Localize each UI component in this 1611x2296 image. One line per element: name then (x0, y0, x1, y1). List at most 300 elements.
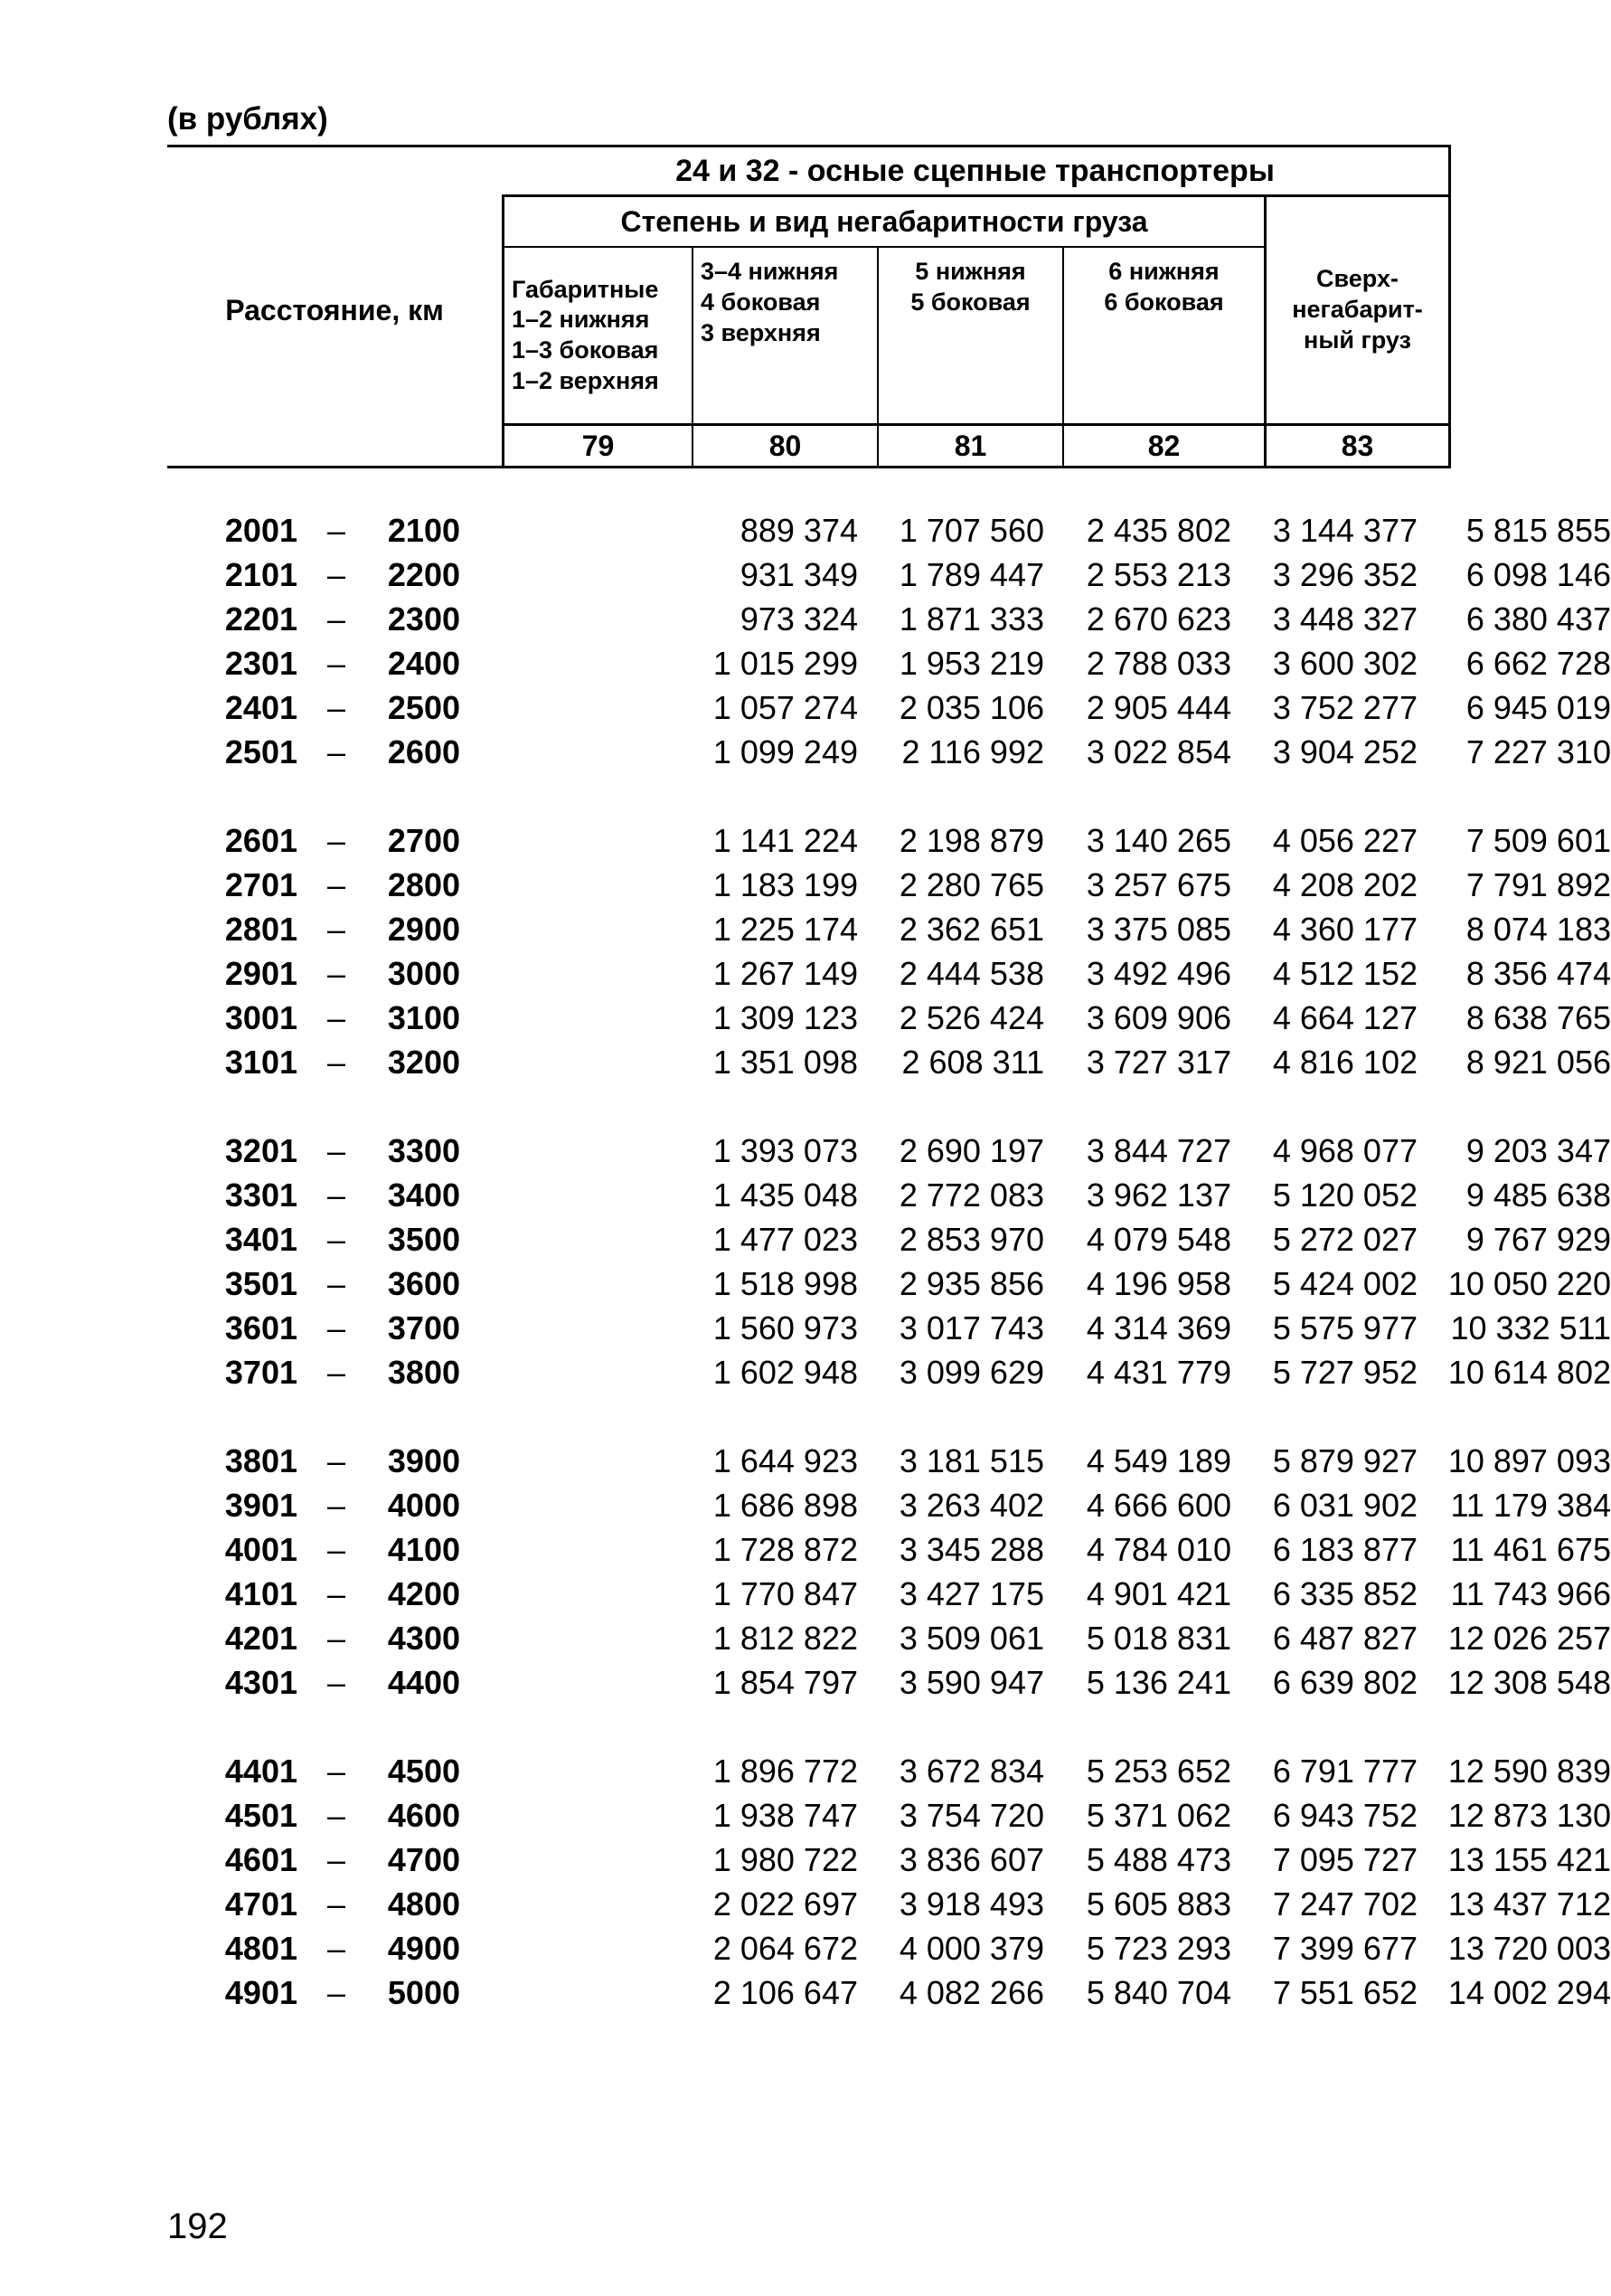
value-col-82: 7 551 652 (1272, 1974, 1418, 2011)
table-row (167, 1306, 1611, 1350)
value-col-83: 6 098 146 (1465, 556, 1611, 593)
value-col-81: 4 666 600 (1086, 1487, 1231, 1524)
distance-to: 4100 (387, 1531, 460, 1568)
table-row (167, 1217, 1611, 1261)
column-header-80 (693, 248, 870, 423)
value-col-82: 6 639 802 (1272, 1664, 1418, 1701)
value-col-82: 7 399 677 (1272, 1930, 1418, 1967)
distance-dash: – (326, 1531, 346, 1568)
table-row (167, 1749, 1611, 1793)
page-number: 192 (167, 2206, 228, 2246)
value-col-82: 4 968 077 (1272, 1132, 1418, 1169)
header-rule-top (167, 145, 1451, 147)
column-header-82 (1064, 248, 1264, 423)
distance-dash: – (326, 1575, 346, 1612)
distance-from: 2801 (224, 911, 297, 948)
value-col-79: 1 099 249 (712, 733, 858, 770)
value-col-79: 1 980 722 (712, 1841, 858, 1878)
value-col-82: 3 144 377 (1272, 512, 1418, 549)
column-83-line-2: негабарит- (1292, 296, 1423, 324)
distance-to: 4800 (387, 1885, 460, 1923)
value-col-79: 1 351 098 (712, 1044, 858, 1081)
distance-from: 3201 (224, 1132, 297, 1169)
distance-dash: – (326, 600, 346, 638)
value-col-80: 3 427 175 (899, 1575, 1044, 1612)
distance-to: 2200 (387, 556, 460, 593)
distance-from: 2901 (224, 955, 297, 992)
value-col-81: 5 605 883 (1086, 1885, 1231, 1923)
value-col-83: 6 662 728 (1465, 645, 1611, 682)
distance-to: 2100 (387, 512, 460, 549)
distance-from: 4801 (224, 1930, 297, 1967)
value-col-81: 2 553 213 (1086, 556, 1231, 593)
column-80-line-2: 4 боковая (701, 288, 821, 316)
value-col-83: 8 921 056 (1465, 1044, 1611, 1081)
table-row (167, 996, 1611, 1040)
column-79-line-1: Габаритные (512, 275, 659, 303)
distance-dash: – (326, 955, 346, 992)
value-col-80: 2 280 765 (899, 866, 1044, 903)
distance-from: 4601 (224, 1841, 297, 1878)
value-col-80: 1 871 333 (899, 600, 1044, 638)
value-col-82: 6 031 902 (1272, 1487, 1418, 1524)
value-col-80: 3 754 720 (899, 1797, 1044, 1834)
distance-dash: – (326, 1620, 346, 1657)
distance-from: 3101 (224, 1044, 297, 1081)
value-col-81: 4 549 189 (1086, 1442, 1231, 1479)
value-col-83: 12 590 839 (1447, 1753, 1611, 1790)
value-col-80: 3 263 402 (899, 1487, 1044, 1524)
value-col-81: 2 788 033 (1086, 645, 1231, 682)
value-col-82: 5 879 927 (1272, 1442, 1418, 1479)
value-col-79: 1 518 998 (712, 1265, 858, 1302)
table-row (167, 1616, 1611, 1660)
value-col-80: 1 707 560 (899, 512, 1044, 549)
value-col-83: 12 308 548 (1447, 1664, 1611, 1701)
column-82-line-2: 6 боковая (1104, 288, 1224, 316)
table-row (167, 1527, 1611, 1572)
distance-dash: – (326, 1176, 346, 1214)
column-number-83: 83 (1341, 430, 1374, 462)
column-header-79 (504, 248, 692, 423)
value-col-80: 4 000 379 (899, 1930, 1044, 1967)
value-col-82: 4 208 202 (1272, 866, 1418, 903)
value-col-83: 12 873 130 (1447, 1797, 1611, 1834)
value-col-82: 5 575 977 (1272, 1309, 1418, 1346)
value-col-81: 3 022 854 (1086, 733, 1231, 770)
distance-dash: – (326, 1309, 346, 1346)
distance-to: 3400 (387, 1176, 460, 1214)
value-col-79: 1 015 299 (712, 645, 858, 682)
distance-to: 2600 (387, 733, 460, 770)
value-col-83: 13 720 003 (1447, 1930, 1611, 1967)
table-row (167, 1350, 1611, 1394)
table-body (167, 508, 1611, 2015)
value-col-81: 4 079 548 (1086, 1221, 1231, 1258)
value-col-81: 4 431 779 (1086, 1354, 1231, 1391)
distance-to: 5000 (387, 1974, 460, 2011)
table-row (167, 1439, 1611, 1483)
value-col-81: 3 257 675 (1086, 866, 1231, 903)
distance-from: 2401 (224, 689, 297, 726)
value-col-82: 4 512 152 (1272, 955, 1418, 992)
distance-from: 2601 (224, 822, 297, 859)
value-col-80: 3 017 743 (899, 1309, 1044, 1346)
value-col-83: 12 026 257 (1447, 1620, 1611, 1657)
value-col-80: 1 953 219 (899, 645, 1044, 682)
value-col-83: 6 380 437 (1465, 600, 1611, 638)
column-79-line-4: 1–2 верхняя (512, 366, 659, 394)
value-col-79: 2 022 697 (712, 1885, 858, 1923)
distance-from: 3901 (224, 1487, 297, 1524)
value-col-81: 5 018 831 (1086, 1620, 1231, 1657)
value-col-81: 5 723 293 (1086, 1930, 1231, 1967)
distance-dash: – (326, 1265, 346, 1302)
distance-from: 3301 (224, 1176, 297, 1214)
table-row (167, 1129, 1611, 1173)
value-col-83: 6 945 019 (1465, 689, 1611, 726)
distance-from: 4701 (224, 1885, 297, 1923)
value-col-79: 1 602 948 (712, 1354, 858, 1391)
distance-from: 2001 (224, 512, 297, 549)
value-col-82: 6 487 827 (1272, 1620, 1418, 1657)
distance-to: 4500 (387, 1753, 460, 1790)
value-col-79: 1 938 747 (712, 1797, 858, 1834)
value-col-83: 9 485 638 (1465, 1176, 1611, 1214)
value-col-81: 3 844 727 (1086, 1132, 1231, 1169)
column-81-line-1: 5 нижняя (915, 258, 1026, 285)
distance-to: 3700 (387, 1309, 460, 1346)
value-col-79: 1 183 199 (712, 866, 858, 903)
value-col-79: 1 435 048 (712, 1176, 858, 1214)
distance-dash: – (326, 1841, 346, 1878)
value-col-80: 2 526 424 (899, 999, 1044, 1036)
value-col-82: 7 095 727 (1272, 1841, 1418, 1878)
value-col-82: 4 056 227 (1272, 822, 1418, 859)
value-col-82: 5 272 027 (1272, 1221, 1418, 1258)
table-row (167, 818, 1611, 863)
distance-to: 3800 (387, 1354, 460, 1391)
column-header-83 (1267, 197, 1448, 423)
degree-title: Степень и вид негабаритности груза (620, 205, 1148, 238)
value-col-83: 11 179 384 (1450, 1487, 1611, 1524)
value-col-79: 1 896 772 (712, 1753, 858, 1790)
header-vrule-5 (1448, 145, 1451, 466)
distance-dash: – (326, 1930, 346, 1967)
value-col-79: 1 309 123 (712, 999, 858, 1036)
distance-dash: – (326, 1487, 346, 1524)
value-col-79: 1 393 073 (712, 1132, 858, 1169)
distance-from: 4201 (224, 1620, 297, 1657)
distance-dash: – (326, 999, 346, 1036)
value-col-82: 4 816 102 (1272, 1044, 1418, 1081)
distance-dash: – (326, 1753, 346, 1790)
column-number-80: 80 (768, 430, 802, 462)
column-number-82: 82 (1147, 430, 1181, 462)
value-col-80: 3 181 515 (899, 1442, 1044, 1479)
value-col-83: 9 203 347 (1465, 1132, 1611, 1169)
distance-from: 3401 (224, 1221, 297, 1258)
value-col-80: 1 789 447 (899, 556, 1044, 593)
distance-from: 2101 (224, 556, 297, 593)
distance-to: 4400 (387, 1664, 460, 1701)
value-col-79: 1 728 872 (712, 1531, 858, 1568)
column-79-line-3: 1–3 боковая (512, 336, 659, 364)
table-row (167, 863, 1611, 907)
value-col-80: 2 444 538 (899, 955, 1044, 992)
value-col-81: 4 784 010 (1086, 1531, 1231, 1568)
table-header (167, 145, 1451, 470)
value-col-83: 7 509 601 (1465, 822, 1611, 859)
distance-to: 2400 (387, 645, 460, 682)
distance-to: 2500 (387, 689, 460, 726)
value-col-82: 5 424 002 (1272, 1265, 1418, 1302)
column-79-line-2: 1–2 нижняя (512, 306, 650, 334)
table-row (167, 1882, 1611, 1926)
value-col-83: 8 356 474 (1465, 955, 1611, 992)
value-col-83: 10 614 802 (1447, 1354, 1611, 1391)
value-col-79: 2 106 647 (712, 1974, 858, 2011)
distance-from: 2701 (224, 866, 297, 903)
value-col-82: 6 791 777 (1272, 1753, 1418, 1790)
distance-dash: – (326, 1132, 346, 1169)
distance-from: 2501 (224, 733, 297, 770)
value-col-80: 2 935 856 (899, 1265, 1044, 1302)
distance-to: 2900 (387, 911, 460, 948)
unit-note: (в рублях) (167, 101, 328, 137)
distance-dash: – (326, 1044, 346, 1081)
distance-to: 4300 (387, 1620, 460, 1657)
table-row (167, 1793, 1611, 1838)
distance-to: 2800 (387, 866, 460, 903)
value-col-81: 2 435 802 (1086, 512, 1231, 549)
value-col-80: 3 345 288 (899, 1531, 1044, 1568)
distance-dash: – (326, 1797, 346, 1834)
value-col-80: 2 853 970 (899, 1221, 1044, 1258)
header-rule-bottom (167, 466, 1451, 468)
value-col-80: 4 082 266 (899, 1974, 1044, 2011)
table-row (167, 1970, 1611, 2015)
column-80-line-1: 3–4 нижняя (701, 258, 839, 285)
distance-to: 3100 (387, 999, 460, 1036)
value-col-83: 14 002 294 (1447, 1974, 1611, 2011)
distance-to: 2300 (387, 600, 460, 638)
distance-from: 2201 (224, 600, 297, 638)
value-col-81: 2 670 623 (1086, 600, 1231, 638)
value-col-83: 5 815 855 (1465, 512, 1611, 549)
value-col-81: 2 905 444 (1086, 689, 1231, 726)
distance-dash: – (326, 689, 346, 726)
value-col-81: 5 488 473 (1086, 1841, 1231, 1878)
value-col-80: 2 035 106 (899, 689, 1044, 726)
table-row (167, 1261, 1611, 1306)
value-col-81: 4 196 958 (1086, 1265, 1231, 1302)
table-row (167, 1483, 1611, 1527)
value-col-79: 1 644 923 (712, 1442, 858, 1479)
distance-dash: – (326, 1442, 346, 1479)
value-col-83: 11 743 966 (1450, 1575, 1611, 1612)
value-col-83: 11 461 675 (1450, 1531, 1611, 1568)
distance-dash: – (326, 1221, 346, 1258)
table-row (167, 1040, 1611, 1084)
distance-to: 3000 (387, 955, 460, 992)
distance-dash: – (326, 1664, 346, 1701)
value-col-81: 5 253 652 (1086, 1753, 1231, 1790)
distance-from: 4001 (224, 1531, 297, 1568)
value-col-82: 3 600 302 (1272, 645, 1418, 682)
value-col-82: 3 296 352 (1272, 556, 1418, 593)
value-col-80: 2 772 083 (899, 1176, 1044, 1214)
distance-to: 4000 (387, 1487, 460, 1524)
value-col-83: 10 050 220 (1447, 1265, 1611, 1302)
value-col-79: 1 267 149 (712, 955, 858, 992)
distance-from: 3001 (224, 999, 297, 1036)
column-80-line-3: 3 верхняя (701, 318, 821, 346)
distance-to: 4600 (387, 1797, 460, 1834)
distance-from: 3701 (224, 1354, 297, 1391)
distance-dash: – (326, 822, 346, 859)
value-col-82: 6 943 752 (1272, 1797, 1418, 1834)
value-col-82: 4 360 177 (1272, 911, 1418, 948)
value-col-79: 1 686 898 (712, 1487, 858, 1524)
distance-from: 3801 (224, 1442, 297, 1479)
value-col-82: 4 664 127 (1272, 999, 1418, 1036)
table-row (167, 1173, 1611, 1217)
distance-label: Расстояние, км (225, 294, 444, 326)
distance-dash: – (326, 733, 346, 770)
value-col-83: 7 227 310 (1465, 733, 1611, 770)
value-col-83: 7 791 892 (1465, 866, 1611, 903)
distance-dash: – (326, 556, 346, 593)
value-col-80: 3 509 061 (899, 1620, 1044, 1657)
value-col-79: 1 141 224 (712, 822, 858, 859)
value-col-82: 3 752 277 (1272, 689, 1418, 726)
value-col-80: 3 590 947 (899, 1664, 1044, 1701)
column-83-line-1: Сверх- (1316, 265, 1399, 293)
distance-to: 3300 (387, 1132, 460, 1169)
distance-from: 4901 (224, 1974, 297, 2011)
value-col-81: 5 136 241 (1086, 1664, 1231, 1701)
distance-to: 3900 (387, 1442, 460, 1479)
value-col-80: 3 672 834 (899, 1753, 1044, 1790)
distance-to: 4200 (387, 1575, 460, 1612)
value-col-83: 13 155 421 (1447, 1841, 1611, 1878)
value-col-79: 2 064 672 (712, 1930, 858, 1967)
table-row (167, 1572, 1611, 1616)
distance-to: 3500 (387, 1221, 460, 1258)
table-row (167, 951, 1611, 996)
value-col-80: 3 099 629 (899, 1354, 1044, 1391)
value-col-82: 6 183 877 (1272, 1531, 1418, 1568)
value-col-79: 1 477 023 (712, 1221, 858, 1258)
distance-to: 3200 (387, 1044, 460, 1081)
distance-to: 4900 (387, 1930, 460, 1967)
table-row (167, 1926, 1611, 1970)
value-col-80: 2 362 651 (899, 911, 1044, 948)
value-col-79: 931 349 (740, 556, 858, 593)
distance-to: 2700 (387, 822, 460, 859)
value-col-80: 2 198 879 (899, 822, 1044, 859)
column-82-line-1: 6 нижняя (1108, 258, 1220, 285)
distance-dash: – (326, 1885, 346, 1923)
table-row (167, 597, 1611, 641)
column-83-line-3: ный груз (1304, 326, 1411, 354)
value-col-81: 5 371 062 (1086, 1797, 1231, 1834)
value-col-81: 4 901 421 (1086, 1575, 1231, 1612)
distance-from: 4401 (224, 1753, 297, 1790)
distance-dash: – (326, 866, 346, 903)
distance-dash: – (326, 512, 346, 549)
value-col-80: 2 690 197 (899, 1132, 1044, 1169)
value-col-79: 889 374 (740, 512, 858, 549)
value-col-79: 973 324 (740, 600, 858, 638)
table-row (167, 641, 1611, 685)
distance-from: 2301 (224, 645, 297, 682)
distance-dash: – (326, 911, 346, 948)
table-row (167, 1838, 1611, 1882)
value-col-81: 3 492 496 (1086, 955, 1231, 992)
column-81-line-2: 5 боковая (910, 288, 1031, 316)
value-col-82: 3 904 252 (1272, 733, 1418, 770)
value-col-80: 3 836 607 (899, 1841, 1044, 1878)
value-col-79: 1 057 274 (712, 689, 858, 726)
distance-to: 4700 (387, 1841, 460, 1878)
value-col-79: 1 770 847 (712, 1575, 858, 1612)
table-row (167, 907, 1611, 951)
value-col-79: 1 225 174 (712, 911, 858, 948)
table-row (167, 1660, 1611, 1705)
value-col-83: 8 638 765 (1465, 999, 1611, 1036)
value-col-81: 3 140 265 (1086, 822, 1231, 859)
value-col-81: 3 962 137 (1086, 1176, 1231, 1214)
distance-from: 3601 (224, 1309, 297, 1346)
value-col-80: 3 918 493 (899, 1885, 1044, 1923)
table-row (167, 553, 1611, 597)
distance-dash: – (326, 1354, 346, 1391)
distance-from: 3501 (224, 1265, 297, 1302)
value-col-79: 1 560 973 (712, 1309, 858, 1346)
distance-to: 3600 (387, 1265, 460, 1302)
value-col-81: 4 314 369 (1086, 1309, 1231, 1346)
distance-dash: – (326, 645, 346, 682)
value-col-82: 5 727 952 (1272, 1354, 1418, 1391)
table-row (167, 685, 1611, 730)
value-col-82: 6 335 852 (1272, 1575, 1418, 1612)
value-col-82: 3 448 327 (1272, 600, 1418, 638)
value-col-81: 3 609 906 (1086, 999, 1231, 1036)
value-col-83: 10 332 511 (1450, 1309, 1611, 1346)
table-row (167, 508, 1611, 553)
distance-from: 4301 (224, 1664, 297, 1701)
value-col-79: 1 854 797 (712, 1664, 858, 1701)
value-col-80: 2 116 992 (901, 733, 1044, 770)
value-col-81: 3 375 085 (1086, 911, 1231, 948)
value-col-79: 1 812 822 (712, 1620, 858, 1657)
distance-from: 4101 (224, 1575, 297, 1612)
value-col-82: 5 120 052 (1272, 1176, 1418, 1214)
value-col-81: 3 727 317 (1086, 1044, 1231, 1081)
distance-from: 4501 (224, 1797, 297, 1834)
column-header-81 (879, 248, 1062, 423)
value-col-82: 7 247 702 (1272, 1885, 1418, 1923)
column-number-79: 79 (581, 430, 615, 462)
distance-dash: – (326, 1974, 346, 2011)
value-col-80: 2 608 311 (901, 1044, 1044, 1081)
value-col-83: 8 074 183 (1465, 911, 1611, 948)
group-title: 24 и 32 - осные сцепные транспортеры (675, 154, 1275, 189)
value-col-83: 13 437 712 (1447, 1885, 1611, 1923)
column-number-81: 81 (954, 430, 987, 462)
